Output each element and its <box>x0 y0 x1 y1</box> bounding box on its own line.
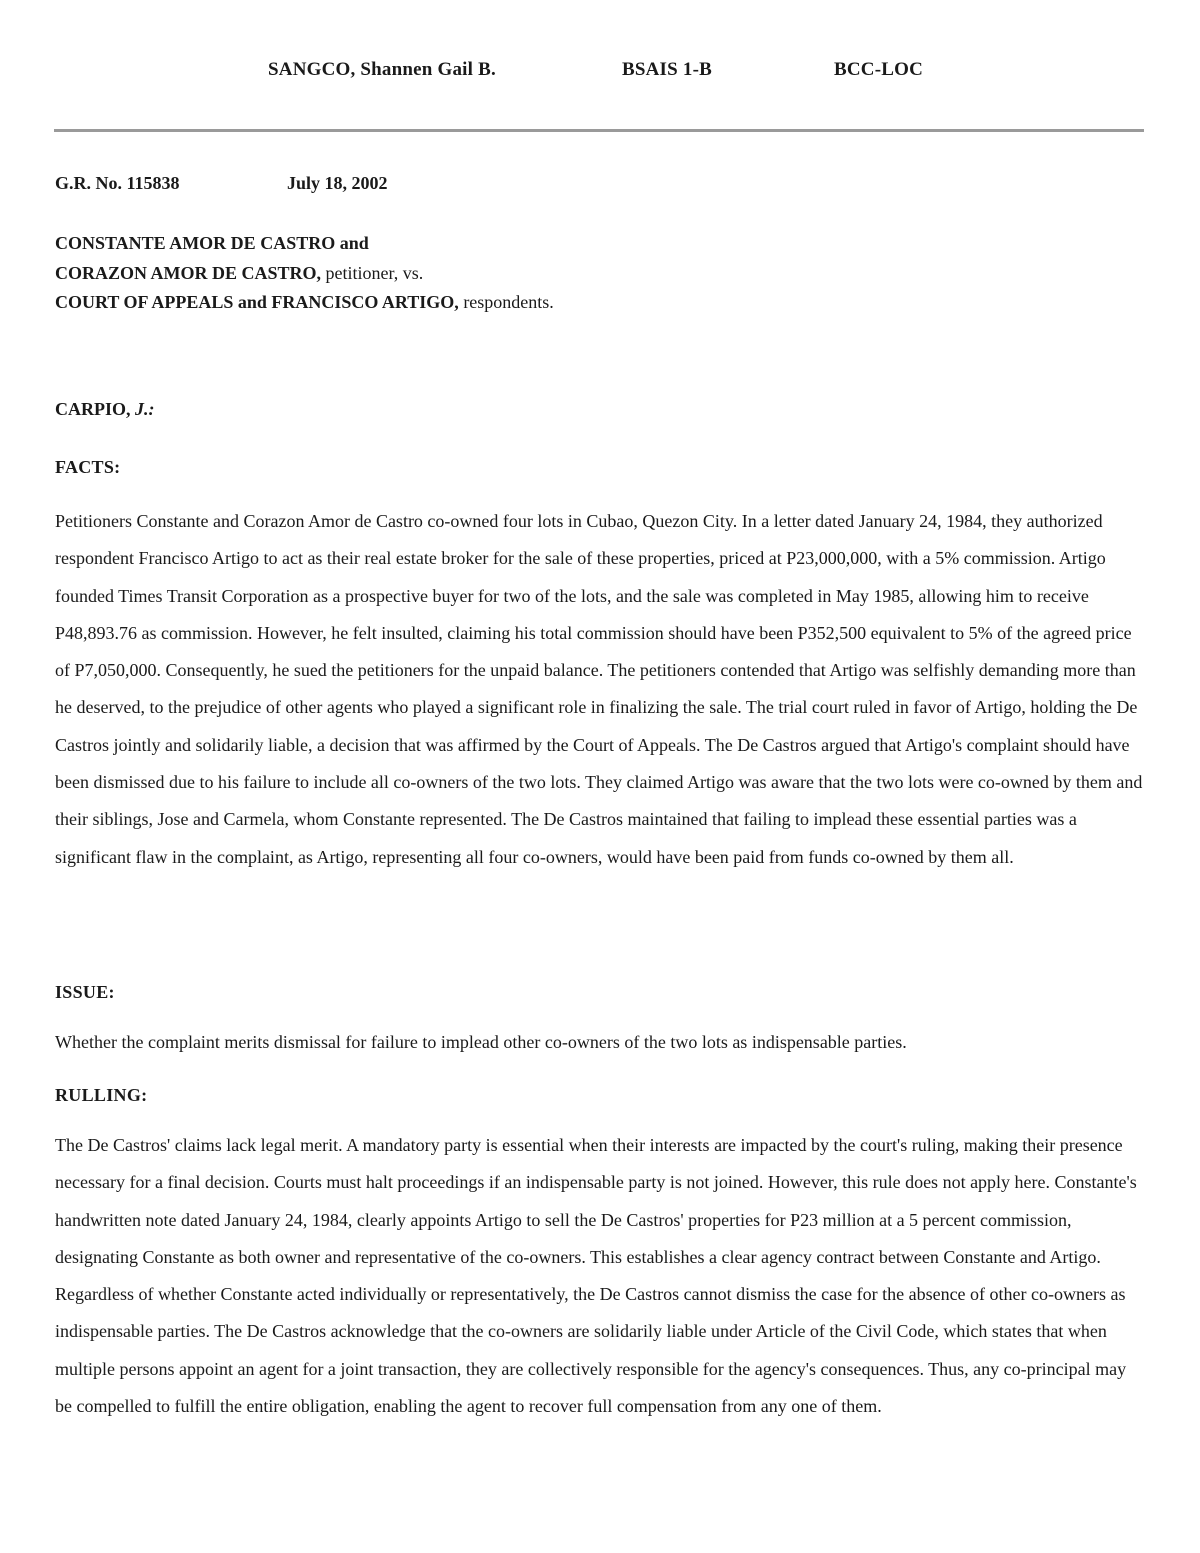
facts-paragraph: Petitioners Constante and Corazon Amor de Castro co-owned four lots in Cubao, Quezon City. In a letter dated January 24, 1984, they authorized respondent Francisco Artigo to act as their real estate broker for the sale of these properties, priced at P23,000,000, with a 5% commission. Artigo founded Times Transit Corporation as a prospective buyer for two of the lots, and the sale was completed in May 1985, allowing him to receive P48,893.76 as commission. However, he felt insulted, claiming his total commission should have been P352,500 equivalent to 5% of the agreed price of P7,050,000. Consequently, he sued the petitioners for the unpaid balance. The petitioners contended that Artigo was selfishly demanding more than he deserved, to the prejudice of other agents who played a significant role in finalizing the sale. The trial court ruled in favor of Artigo, holding the De Castros jointly and solidarily liable, a decision that was affirmed by the Court of Appeals. The De Castros argued that Artigo's complaint should have been dismissed due to his failure to include all co-owners of the two lots. They claimed Artigo was aware that the two lots were co-owned by them and their siblings, Jose and Carmela, whom Constante represented. The De Castros maintained that failing to implead these essential parties was a significant flaw in the complaint, as Artigo, representing all four co-owners, would have been paid from funds co-owned by them all. <box>55 511 1143 867</box>
petitioner-2: CORAZON AMOR DE CASTRO, <box>55 262 322 283</box>
ruling-heading: RULLING: <box>55 1085 148 1105</box>
ponente-name: CARPIO, <box>55 399 135 419</box>
parties-line-3 <box>55 288 554 318</box>
ponente-title: J.: <box>135 399 155 419</box>
course-section: BSAIS 1-B <box>622 59 712 80</box>
ruling-paragraph: The De Castros' claims lack legal merit. A mandatory party is essential when their interests are impacted by the court's ruling, making their presence necessary for a final decision. Courts must halt proceedings if an indispensable party is not joined. However, this rule does not apply here. Constante's handwritten note dated January 24, 1984, clearly appoints Artigo to sell the De Castros' properties for P23 million at a 5 percent commission, designating Constante as both owner and representative of the co-owners. This establishes a clear agency contract between Constante and Artigo. Regardless of whether Constante acted individually or representatively, the De Castros cannot dismiss the case for the absence of other co-owners as indispensable parties. The De Castros acknowledge that the co-owners are solidarily liable under Article of the Civil Code, which states that when multiple persons appoint an agent for a joint transaction, they are collectively responsible for the agency's consequences. Thus, any co-principal may be compelled to fulfill the entire obligation, enabling the agent to recover full compensation from any one of them. <box>55 1135 1137 1417</box>
header-divider <box>54 129 1144 132</box>
parties-line-1 <box>55 229 554 259</box>
issue-heading: ISSUE: <box>55 982 115 1002</box>
parties-line-2 <box>55 259 554 289</box>
case-parties <box>55 229 554 318</box>
ponente <box>55 399 155 420</box>
case-date: July 18, 2002 <box>287 173 388 193</box>
petitioner-1: CONSTANTE AMOR DE CASTRO and <box>55 233 369 253</box>
student-name: SANGCO, Shannen Gail B. <box>268 59 496 80</box>
respondent-role: respondents. <box>458 292 554 312</box>
issue-paragraph: Whether the complaint merits dismissal for failure to implead other co-owners of the two lots as indispensable parties. <box>55 1032 907 1052</box>
respondents: COURT OF APPEALS and FRANCISCO ARTIGO, <box>55 292 459 312</box>
facts-heading: FACTS: <box>55 457 121 477</box>
petitioner-role: petitioner, vs. <box>321 262 424 283</box>
case-number: G.R. No. 115838 <box>55 173 180 193</box>
school-code: BCC-LOC <box>834 59 924 80</box>
